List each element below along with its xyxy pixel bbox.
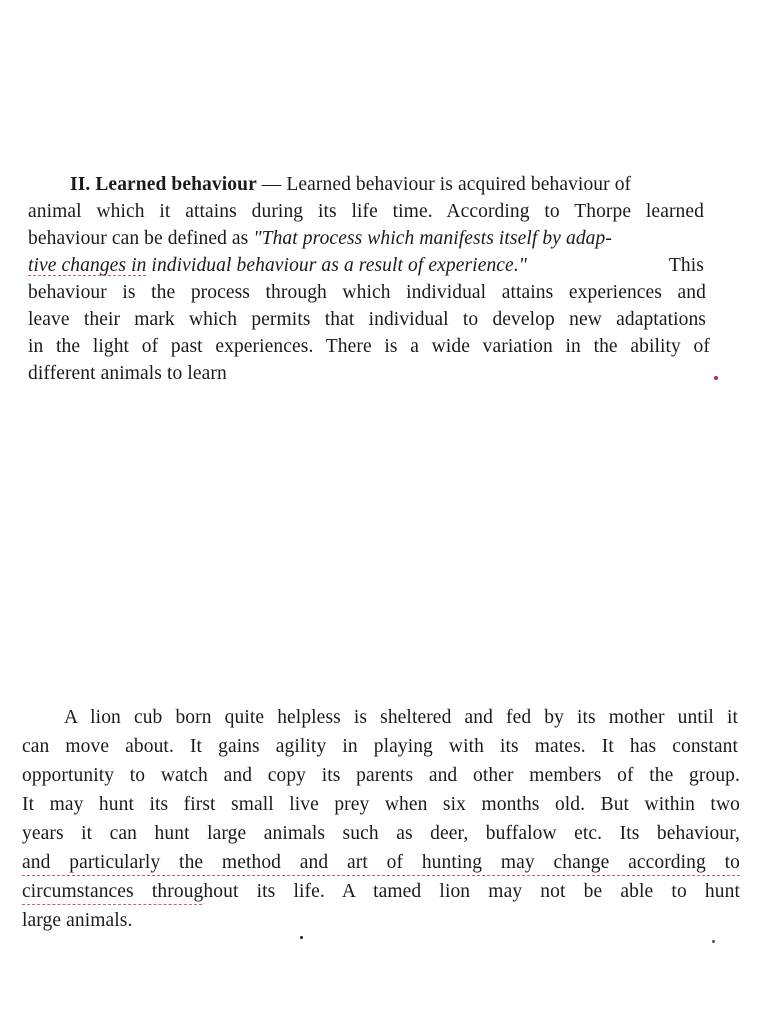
text-line: opportunity to watch and copy its parents and other members of the group.	[22, 765, 740, 786]
text-line	[28, 226, 704, 252]
text-line: and particularly the method and art of hunting may change according to	[22, 852, 740, 873]
heading-dash: —	[256, 174, 287, 195]
text-line: can move about. It gains agility in playing with its mates. It has constant	[22, 736, 738, 757]
ink-dot	[300, 936, 303, 939]
text-line: A lion cub born quite helpless is sheltered and fed by its mother until it	[64, 707, 738, 728]
text-line: different animals to learn	[28, 363, 227, 384]
pen-underline	[22, 904, 202, 905]
quote-segment: "That process which manifests itself by adap-	[253, 228, 612, 249]
text-line	[70, 172, 702, 198]
ink-dot	[712, 940, 715, 943]
text-line: animal which it attains during its life time. According to Thorpe learned	[28, 201, 704, 222]
text-segment: This	[668, 255, 704, 276]
pen-underline	[22, 875, 740, 876]
text-line: in the light of past experiences. There is a wide variation in the ability of	[28, 336, 710, 357]
pen-underline	[28, 275, 146, 276]
text-line: It may hunt its first small live prey when six months old. But within two	[22, 794, 740, 815]
text-line: circumstances throughout its life. A tamed lion may not be able to hunt	[22, 881, 740, 902]
text-line: leave their mark which permits that individual to develop new adaptations	[28, 309, 706, 330]
text-line: behaviour is the process through which individual attains experiences and	[28, 282, 706, 303]
text-line: years it can hunt large animals such as deer, buffalow etc. Its behaviour,	[22, 823, 740, 844]
text-line: large animals.	[22, 910, 133, 931]
text-segment: Learned behaviour is acquired behaviour of	[286, 174, 632, 195]
quote-segment: tive changes in individual behaviour as a result of experience."	[28, 255, 528, 276]
text-segment: behaviour can be defined as	[28, 228, 249, 249]
section-heading: II. Learned behaviour	[70, 174, 257, 195]
ink-dot	[714, 376, 718, 380]
